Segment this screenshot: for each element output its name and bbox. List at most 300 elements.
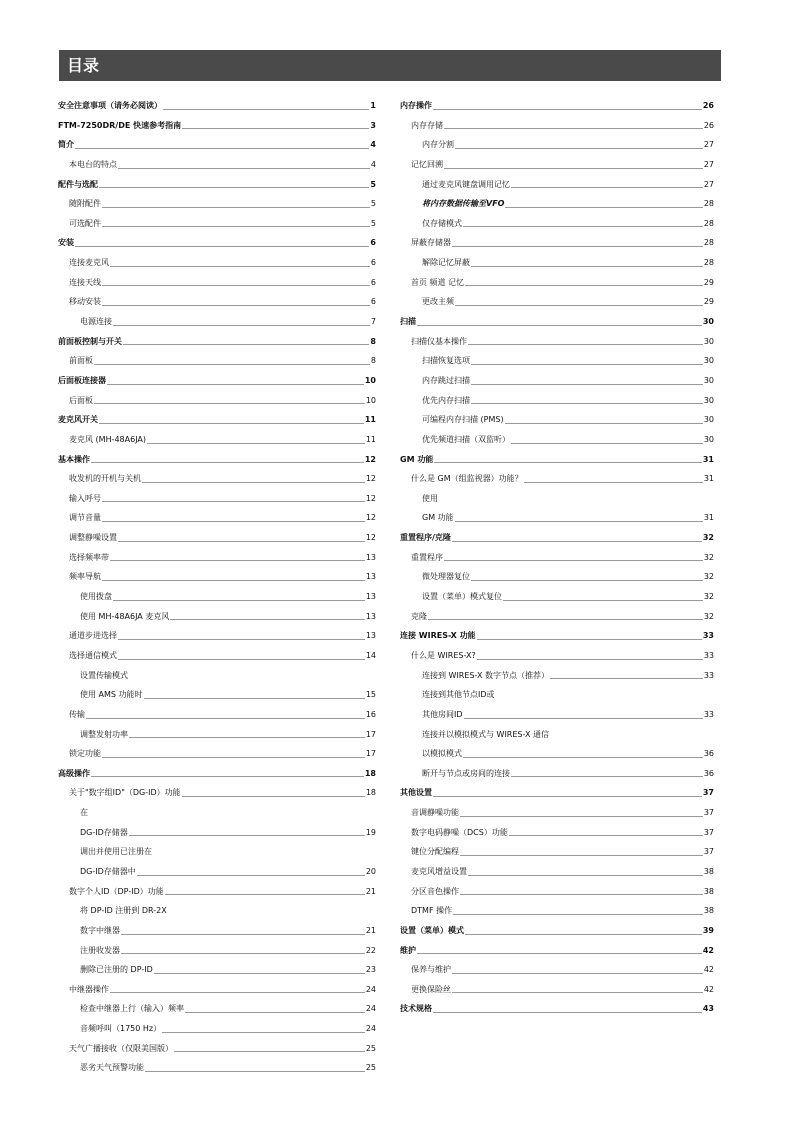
dot-leader [102, 580, 365, 581]
toc-page-number: 1 [370, 101, 376, 110]
toc-entry[interactable] [58, 548, 376, 568]
toc-entry-title: 音调静噪功能 [411, 808, 459, 818]
toc-entry[interactable] [400, 646, 714, 666]
toc-page-number: 28 [703, 258, 714, 268]
toc-entry[interactable] [400, 941, 714, 961]
toc-entry[interactable] [58, 646, 376, 666]
dot-leader [465, 934, 702, 935]
toc-page-number: 30 [702, 317, 714, 327]
toc-entry[interactable] [400, 862, 714, 882]
toc-page-number: 19 [365, 827, 376, 837]
toc-entry[interactable] [58, 410, 376, 430]
toc-entry[interactable] [58, 96, 376, 116]
toc-entry-title: 微处理器复位 [422, 572, 470, 582]
toc-entry-title: 保养与维护 [411, 965, 451, 975]
toc-entry-title: 内存操作 [400, 101, 432, 110]
toc-page-number: 10 [365, 395, 376, 405]
toc-entry[interactable] [58, 862, 376, 882]
toc-entry-title: 注册收发器 [80, 945, 120, 955]
toc-entry[interactable] [400, 96, 714, 116]
toc-entry[interactable] [58, 626, 376, 646]
toc-entry-title: 其他设置 [400, 788, 432, 798]
toc-entry[interactable] [400, 725, 714, 745]
toc-entry-title: 内存分割 [422, 140, 454, 150]
toc-entry[interactable] [58, 450, 376, 470]
toc-entry[interactable] [58, 312, 376, 332]
toc-page-number: 17 [365, 729, 376, 739]
toc-entry[interactable] [58, 725, 376, 745]
toc-entry[interactable] [400, 135, 714, 155]
toc-entry-title: 重置程序/克隆 [400, 533, 451, 543]
dot-leader [453, 914, 703, 915]
toc-entry-title: FTM-7250DR/DE 快速参考指南 [58, 120, 182, 130]
toc-entry[interactable] [400, 508, 714, 528]
toc-page-number: 8 [370, 356, 376, 366]
dot-leader [182, 128, 369, 129]
toc-page-number: 11 [364, 415, 376, 425]
toc-entry-title: 天气广播接收（仅限美国版） [69, 1043, 173, 1053]
toc-entry[interactable] [58, 469, 376, 489]
toc-entry[interactable] [58, 783, 376, 803]
toc-entry[interactable] [58, 273, 376, 293]
toc-page-number: 33 [703, 670, 714, 680]
toc-page-number: 5 [370, 199, 376, 209]
toc-page-number: 22 [365, 945, 376, 955]
toc-entry[interactable] [58, 587, 376, 607]
dot-leader [465, 285, 703, 286]
toc-page-number: 12 [365, 533, 376, 543]
toc-page-number: 12 [364, 454, 376, 464]
toc-entry[interactable] [58, 214, 376, 234]
toc-entry[interactable] [400, 194, 714, 214]
dot-leader [477, 659, 703, 660]
toc-entry[interactable] [400, 528, 714, 548]
toc-entry[interactable] [58, 705, 376, 725]
toc-page-number: 5 [370, 218, 376, 228]
toc-entry[interactable] [58, 233, 376, 253]
dot-leader [433, 796, 702, 797]
dot-leader [91, 462, 364, 463]
toc-entry-title: 麦克风开关 [58, 415, 98, 425]
toc-entry[interactable] [400, 587, 714, 607]
toc-right-column [400, 96, 714, 1019]
toc-entry-title: 调整发射功率 [80, 729, 128, 739]
dot-leader [110, 560, 365, 561]
toc-page-number: 37 [703, 847, 714, 857]
toc-entry[interactable] [58, 882, 376, 902]
toc-left-column [58, 96, 376, 1078]
toc-entry[interactable] [400, 823, 714, 843]
dot-leader [91, 776, 364, 777]
toc-entry[interactable] [58, 901, 376, 921]
toc-entry[interactable] [400, 273, 714, 293]
toc-page-number: 26 [702, 101, 714, 110]
toc-entry-title: 更改主频 [422, 297, 454, 307]
toc-entry[interactable] [58, 960, 376, 980]
toc-entry[interactable] [58, 666, 376, 686]
toc-entry[interactable] [400, 253, 714, 273]
toc-entry[interactable] [400, 666, 714, 686]
toc-page-number: 27 [703, 179, 714, 189]
toc-entry-title: DG-ID存储器 [80, 827, 128, 837]
toc-entry[interactable] [58, 764, 376, 784]
toc-entry[interactable] [400, 312, 714, 332]
toc-entry[interactable] [400, 391, 714, 411]
toc-entry[interactable] [58, 508, 376, 528]
dot-leader [165, 894, 365, 895]
toc-page-number: 14 [365, 650, 376, 660]
toc-page-number: 31 [703, 513, 714, 523]
toc-page-number: 6 [370, 238, 376, 248]
toc-page-number: 24 [365, 1004, 376, 1014]
toc-entry[interactable] [58, 685, 376, 705]
toc-entry[interactable] [400, 332, 714, 352]
toc-entry[interactable] [400, 430, 714, 450]
dot-leader [417, 325, 702, 326]
toc-entry[interactable] [400, 116, 714, 136]
toc-entry-title: 连接并以模拟模式与 WIRES-X 通信 [422, 729, 550, 739]
dot-leader [144, 698, 365, 699]
toc-page-number: 4 [370, 140, 376, 150]
toc-page-number: 37 [703, 808, 714, 818]
dot-leader [550, 678, 703, 679]
toc-entry-title: 传输 [69, 709, 85, 719]
dot-leader [94, 364, 370, 365]
toc-entry[interactable] [400, 607, 714, 627]
toc-entry[interactable] [400, 960, 714, 980]
toc-entry-title: 恶劣天气预警功能 [80, 1063, 144, 1073]
dot-leader [121, 934, 365, 935]
toc-entry[interactable] [400, 803, 714, 823]
toc-page-number: 30 [703, 415, 714, 425]
dot-leader [110, 266, 370, 267]
toc-entry-title: 设置（菜单）模式复位 [422, 592, 502, 602]
toc-entry[interactable] [400, 548, 714, 568]
dot-leader [505, 207, 702, 208]
toc-entry[interactable] [58, 292, 376, 312]
dot-leader [511, 776, 703, 777]
toc-entry-title: 以模拟模式 [422, 749, 462, 759]
toc-page-number: 13 [365, 572, 376, 582]
toc-entry-title: 输入呼号 [69, 493, 101, 503]
page-title: 目录 [59, 50, 721, 81]
toc-entry[interactable] [58, 607, 376, 627]
toc-page-number: 28 [703, 218, 714, 228]
dot-leader [464, 718, 703, 719]
toc-entry-title: 技术规格 [400, 1004, 432, 1014]
dot-leader [452, 992, 703, 993]
toc-entry[interactable] [400, 744, 714, 764]
toc-entry-title: 连接天线 [69, 277, 101, 287]
toc-entry[interactable] [400, 410, 714, 430]
toc-entry-title: 使用拨盘 [80, 592, 112, 602]
dot-leader [471, 403, 703, 404]
toc-page-number: 10 [364, 375, 376, 385]
dot-leader [452, 973, 703, 974]
toc-page-number: 3 [370, 120, 376, 130]
toc-entry[interactable] [58, 1019, 376, 1039]
toc-entry-title: 数字电码静噪（DCS）功能 [411, 827, 508, 837]
dot-leader [110, 992, 365, 993]
dot-leader [99, 423, 364, 424]
dot-leader [174, 1051, 365, 1052]
toc-entry[interactable] [58, 135, 376, 155]
toc-entry-title: 音频呼叫（1750 Hz） [80, 1024, 162, 1034]
dot-leader [182, 796, 365, 797]
dot-leader [455, 148, 703, 149]
toc-entry-title: 将 DP-ID 注册到 DR-2X [80, 906, 167, 916]
toc-entry-title: GM 功能 [422, 513, 454, 523]
dot-leader [102, 226, 370, 227]
toc-entry-title: 连接麦克风 [69, 258, 109, 268]
dot-leader [444, 128, 703, 129]
toc-entry-title: 选择频率带 [69, 552, 109, 562]
toc-entry-title: 安全注意事项（请务必阅读） [58, 101, 162, 110]
dot-leader [154, 973, 365, 974]
toc-entry[interactable] [58, 391, 376, 411]
toc-entry-title: 简介 [58, 140, 74, 150]
toc-entry[interactable] [58, 803, 376, 823]
dot-leader [118, 639, 365, 640]
toc-entry-title: 删除已注册的 DP-ID [80, 965, 153, 975]
dot-leader [471, 364, 703, 365]
toc-entry[interactable] [58, 253, 376, 273]
toc-entry[interactable] [400, 233, 714, 253]
toc-page-number: 30 [703, 356, 714, 366]
toc-entry-title: 屏蔽存储器 [411, 238, 451, 248]
toc-entry[interactable] [58, 744, 376, 764]
toc-page-number: 42 [703, 965, 714, 975]
toc-entry[interactable] [400, 685, 714, 705]
toc-entry[interactable] [400, 882, 714, 902]
dot-leader [417, 953, 702, 954]
toc-entry[interactable] [400, 489, 714, 509]
toc-entry[interactable] [58, 842, 376, 862]
toc-entry-title: 移动安装 [69, 297, 101, 307]
dot-leader [123, 344, 369, 345]
toc-entry[interactable] [400, 999, 714, 1019]
toc-page-number: 5 [370, 179, 376, 189]
toc-entry[interactable] [400, 921, 714, 941]
toc-entry[interactable] [58, 332, 376, 352]
toc-entry-title: 优先频道扫描（双监听） [422, 434, 510, 444]
toc-entry-title: 键位分配编程 [411, 847, 459, 857]
dot-leader [94, 403, 365, 404]
toc-page-number: 15 [365, 690, 376, 700]
dot-leader [102, 501, 365, 502]
toc-page-number: 30 [703, 434, 714, 444]
toc-entry-title: 后面板 [69, 395, 93, 405]
toc-page-number: 24 [365, 1024, 376, 1034]
toc-page-number: 33 [702, 631, 714, 641]
toc-entry[interactable] [400, 351, 714, 371]
dot-leader [463, 226, 703, 227]
dot-leader [185, 1012, 365, 1013]
toc-entry[interactable] [400, 764, 714, 784]
dot-leader [524, 482, 703, 483]
toc-entry[interactable] [58, 1039, 376, 1059]
toc-entry-title: 使用 [422, 493, 438, 503]
toc-entry-title: 数字个人ID（DP-ID）功能 [69, 886, 164, 896]
toc-page-number: 29 [703, 277, 714, 287]
toc-entry[interactable] [58, 175, 376, 195]
toc-entry[interactable] [400, 214, 714, 234]
toc-entry[interactable] [58, 116, 376, 136]
toc-entry[interactable] [58, 980, 376, 1000]
toc-entry[interactable] [58, 430, 376, 450]
dot-leader [460, 816, 703, 817]
toc-page-number: 20 [365, 866, 376, 876]
toc-entry[interactable] [400, 450, 714, 470]
toc-page-number: 36 [703, 749, 714, 759]
toc-page-number: 27 [703, 140, 714, 150]
toc-entry-title: GM 功能 [400, 454, 434, 464]
dot-leader [509, 835, 703, 836]
dot-leader [455, 305, 703, 306]
dot-leader [102, 521, 365, 522]
dot-leader [107, 384, 364, 385]
toc-entry-title: 麦克风增益设置 [411, 866, 467, 876]
toc-page-number: 32 [703, 552, 714, 562]
toc-entry[interactable] [400, 292, 714, 312]
toc-entry[interactable] [58, 567, 376, 587]
dot-leader [460, 894, 703, 895]
toc-entry[interactable] [58, 351, 376, 371]
toc-entry-title: 连接 WIRES-X 功能 [400, 631, 476, 641]
toc-entry[interactable] [400, 371, 714, 391]
toc-entry-title: 其他房间ID [422, 709, 463, 719]
toc-entry[interactable] [58, 941, 376, 961]
dot-leader [102, 757, 365, 758]
toc-entry-title: 通道步进选择 [69, 631, 117, 641]
toc-entry-title: 内存存储 [411, 120, 443, 130]
toc-page-number: 27 [703, 159, 714, 169]
toc-entry[interactable] [58, 155, 376, 175]
toc-entry-title: 前面板 [69, 356, 93, 366]
dot-leader [503, 600, 703, 601]
dot-leader [102, 207, 370, 208]
toc-page-number: 37 [702, 788, 714, 798]
toc-entry-title: 在 [80, 808, 88, 818]
toc-entry-title: 克隆 [411, 611, 427, 621]
toc-page-number: 42 [702, 945, 714, 955]
toc-entry[interactable] [58, 999, 376, 1019]
toc-entry-title: 调出并使用已注册在 [80, 847, 152, 857]
toc-entry-title: 首页 频道 记忆 [411, 277, 465, 287]
dot-leader [75, 148, 369, 149]
toc-entry[interactable] [400, 980, 714, 1000]
toc-page-number: 26 [703, 120, 714, 130]
toc-page-number: 30 [703, 336, 714, 346]
toc-page-number: 7 [370, 317, 376, 327]
toc-entry[interactable] [400, 567, 714, 587]
toc-entry-title: 可编程内存扫描 (PMS) [422, 415, 504, 425]
dot-leader [463, 757, 703, 758]
toc-entry-title: 记忆回溯 [411, 159, 443, 169]
toc-page-number: 16 [365, 709, 376, 719]
toc-page-number: 32 [702, 533, 714, 543]
toc-entry[interactable] [400, 783, 714, 803]
dot-leader [511, 443, 703, 444]
dot-leader [452, 246, 703, 247]
dot-leader [477, 639, 702, 640]
toc-entry[interactable] [400, 901, 714, 921]
toc-page-number: 6 [370, 297, 376, 307]
toc-page-number: 31 [703, 474, 714, 484]
dot-leader [162, 1032, 365, 1033]
dot-leader [471, 266, 703, 267]
toc-entry-title: 中继器操作 [69, 984, 109, 994]
toc-entry-title: 基本操作 [58, 454, 90, 464]
dot-leader [129, 737, 365, 738]
toc-page-number: 13 [365, 552, 376, 562]
toc-entry-title: 后面板连接器 [58, 375, 106, 385]
toc-page-number: 28 [703, 238, 714, 248]
toc-entry-title: 更换保险丝 [411, 984, 451, 994]
toc-entry[interactable] [58, 1058, 376, 1078]
dot-leader [471, 580, 703, 581]
toc-page-number: 6 [370, 277, 376, 287]
toc-entry-title: 电源连接 [80, 317, 112, 327]
toc-entry[interactable] [400, 705, 714, 725]
toc-entry[interactable] [58, 489, 376, 509]
dot-leader [113, 325, 370, 326]
toc-entry-title: 设置（菜单）模式 [400, 925, 464, 935]
toc-entry-title: 重置程序 [411, 552, 443, 562]
toc-entry[interactable] [58, 921, 376, 941]
toc-page-number: 29 [703, 297, 714, 307]
dot-leader [170, 619, 364, 620]
dot-leader [99, 187, 369, 188]
toc-entry[interactable] [58, 823, 376, 843]
toc-page-number: 18 [365, 788, 376, 798]
toc-page-number: 25 [365, 1063, 376, 1073]
toc-entry[interactable] [400, 175, 714, 195]
toc-entry-title: 锁定功能 [69, 749, 101, 759]
toc-entry-title: 维护 [400, 945, 416, 955]
dot-leader [118, 659, 365, 660]
toc-entry-title: 将内存数据传输至VFO [422, 199, 505, 209]
toc-entry[interactable] [400, 842, 714, 862]
dot-leader [142, 482, 365, 483]
toc-page-number: 43 [702, 1004, 714, 1014]
toc-entry[interactable] [58, 194, 376, 214]
toc-entry-title: 什么是 WIRES-X? [411, 650, 476, 660]
dot-leader [428, 619, 703, 620]
toc-entry[interactable] [58, 528, 376, 548]
toc-page-number: 37 [703, 827, 714, 837]
toc-page-number: 6 [370, 258, 376, 268]
toc-page-number: 13 [365, 631, 376, 641]
toc-entry-title: 本电台的特点 [69, 159, 117, 169]
toc-entry[interactable] [400, 155, 714, 175]
toc-entry[interactable] [58, 371, 376, 391]
toc-entry-title: 连接到其他节点ID或 [422, 690, 495, 700]
toc-page-number: 39 [702, 925, 714, 935]
dot-leader [121, 953, 365, 954]
toc-entry-title: DTMF 操作 [411, 906, 453, 916]
dot-leader [102, 305, 370, 306]
toc-entry-title: 扫描恢复选项 [422, 356, 470, 366]
dot-leader [455, 521, 703, 522]
toc-entry[interactable] [400, 469, 714, 489]
toc-page-number: 32 [703, 592, 714, 602]
toc-page-number: 30 [703, 375, 714, 385]
toc-entry-title: 通过麦克风键盘调用记忆 [422, 179, 510, 189]
toc-entry[interactable] [400, 626, 714, 646]
dot-leader [113, 600, 365, 601]
toc-entry-title: 关于"数字组ID"（DG-ID）功能 [69, 788, 181, 798]
